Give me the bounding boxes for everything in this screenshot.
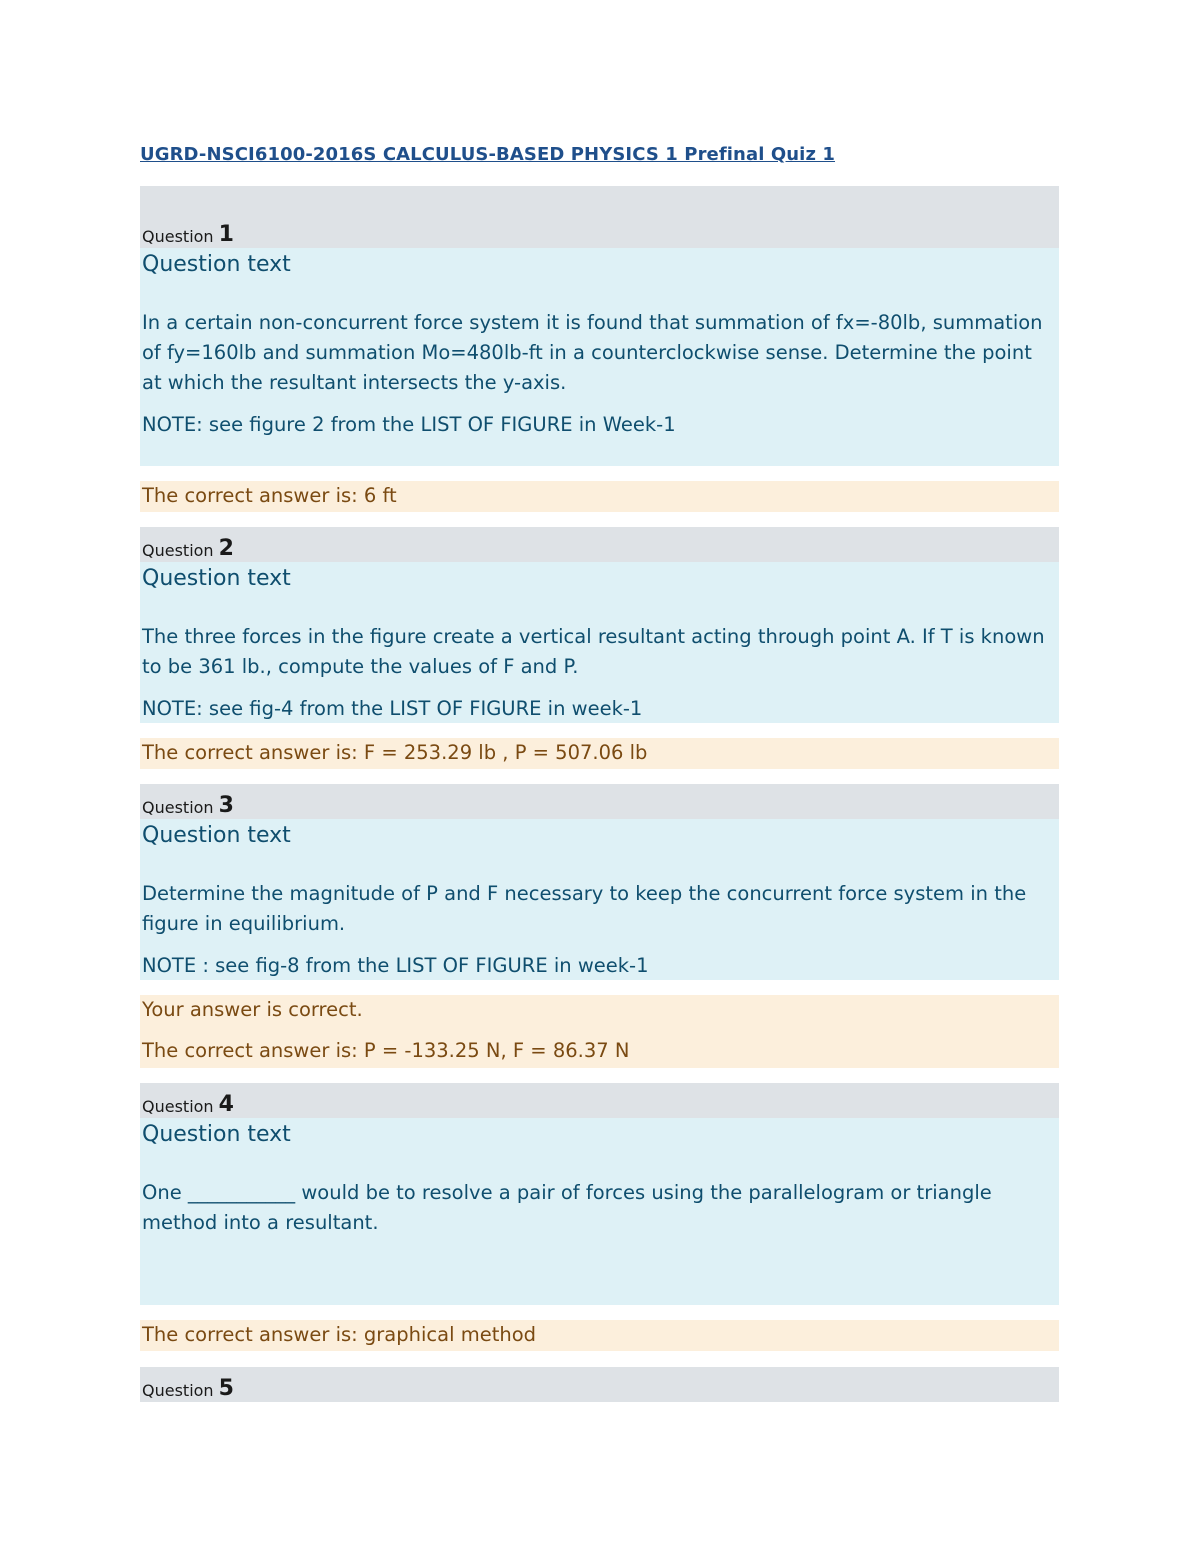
question-text-heading: Question text xyxy=(142,1122,291,1147)
question-number: 3 xyxy=(218,793,234,818)
question-text-heading: Question text xyxy=(142,252,291,277)
answer-feedback xyxy=(140,738,1059,769)
answer-feedback xyxy=(140,481,1059,512)
question-text-heading: Question text xyxy=(142,566,291,591)
question-header xyxy=(140,1083,1059,1118)
question-note: NOTE: see fig-4 from the LIST OF FIGURE in week-1 xyxy=(142,697,643,720)
answer-feedback xyxy=(140,1320,1059,1351)
correct-answer: The correct answer is: P = -133.25 N, F = 86.37 N xyxy=(142,1039,630,1062)
question-content xyxy=(140,248,1059,466)
question-number: 2 xyxy=(218,536,234,561)
question-text: One ___________ would be to resolve a pair of forces using the parallelogram or triangle method into a resultant. xyxy=(142,1181,992,1234)
question-note: NOTE: see figure 2 from the LIST OF FIGURE in Week-1 xyxy=(142,413,676,436)
question-label: Question xyxy=(142,227,214,246)
question-note: NOTE : see fig-8 from the LIST OF FIGURE in week-1 xyxy=(142,954,649,977)
question-label: Question xyxy=(142,1097,214,1116)
question-content xyxy=(140,819,1059,980)
question-text: The three forces in the figure create a vertical resultant acting through point A. If T is known to be 361 lb., compute the values of F and P. xyxy=(142,625,1045,678)
question-text-heading: Question text xyxy=(142,823,291,848)
question-header xyxy=(140,186,1059,248)
question-number: 1 xyxy=(218,222,234,247)
question-header xyxy=(140,527,1059,562)
correct-answer: The correct answer is: graphical method xyxy=(142,1323,537,1346)
question-content xyxy=(140,562,1059,723)
question-label: Question xyxy=(142,1381,214,1400)
question-label: Question xyxy=(142,798,214,817)
feedback-text: Your answer is correct. xyxy=(142,998,363,1021)
question-text: Determine the magnitude of P and F necessary to keep the concurrent force system in the figure in equilibrium. xyxy=(142,882,1027,935)
question-label: Question xyxy=(142,541,214,560)
answer-feedback xyxy=(140,995,1059,1068)
correct-answer: The correct answer is: 6 ft xyxy=(142,484,397,507)
question-header xyxy=(140,1367,1059,1402)
question-header xyxy=(140,784,1059,819)
question-text: In a certain non-concurrent force system it is found that summation of fx=-80lb, summation of fy=160lb and summation Mo=480lb-ft in a counterclockwise sense. Determine the point at which the resultant intersects the y-axis. xyxy=(142,311,1043,394)
document-title[interactable]: UGRD-NSCI6100-2016S CALCULUS-BASED PHYSICS 1 Prefinal Quiz 1 xyxy=(140,144,836,165)
question-number: 5 xyxy=(218,1376,234,1401)
correct-answer: The correct answer is: F = 253.29 lb , P = 507.06 lb xyxy=(142,741,648,764)
question-number: 4 xyxy=(218,1092,234,1117)
question-content xyxy=(140,1118,1059,1305)
